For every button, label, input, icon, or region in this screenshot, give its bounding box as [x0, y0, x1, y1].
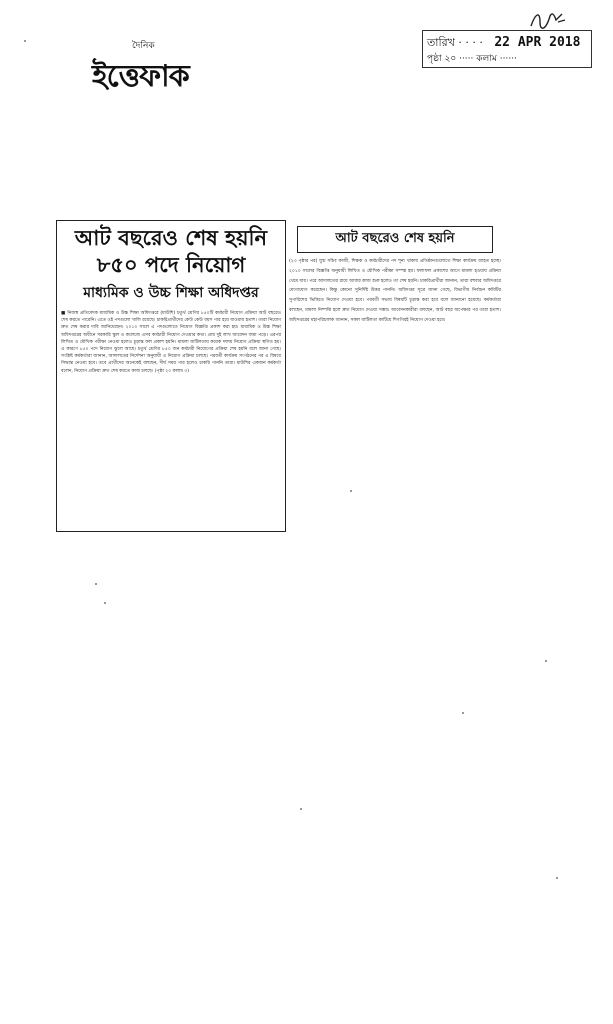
clipping-subhead: মাধ্যমিক ও উচ্চ শিক্ষা অধিদপ্তর — [83, 285, 259, 301]
headline-line-1: আট বছরেও শেষ হয়নি — [74, 226, 268, 250]
scan-speck — [556, 877, 558, 879]
scan-speck — [24, 40, 26, 42]
scan-speck — [462, 712, 464, 714]
stamp-date-label: তারিখ — [427, 36, 455, 49]
scan-speck — [300, 808, 302, 810]
clipping-headline — [57, 225, 285, 279]
archive-date-stamp: তারিখ · · · · 22 APR 2018 পৃষ্ঠা ২০ ····· কলাম ······ — [422, 30, 592, 68]
masthead-name: ইত্তেফাক — [92, 59, 189, 94]
masthead-label: দৈনিক — [132, 41, 155, 51]
continuation-body-text: (২৩ পৃষ্ঠার পর) যুগ্ম সচিব কাজী, শিক্ষক ও কর্মচারীদের পদ শূন্য থাকায় প্রতিষ্ঠানগুলোতে শিক্ষা কার্যক্রম ব্যাহত হচ্ছে। ২০১০ সালের বিজ্ঞপ্তি অনুযায়ী লিখিত ও মৌখিক পরীক্ষা সম্পন্ন হয়। ফলাফল প্রকাশের আগে মামলা হওয়ায় প্রক্রিয়া থেমে যায়। পরে আদালতের রায়ে আবার কাজ শুরু হলেও তা শেষ হয়নি। চাকরিপ্রার্থীরা জানান, তারা বহুবার অধিদপ্তরে যোগাযোগ করেছেন। কিন্তু কোনো সুনির্দিষ্ট উত্তর পাননি। অধিদপ্তর সূত্রে জানা গেছে, বিভাগীয় নির্বাচন কমিটির সুপারিশের ভিত্তিতে নিয়োগ দেওয়া হবে। পরবর্তী সভায় বিষয়টি চূড়ান্ত করা হবে বলে জানানো হয়েছে। কর্মকর্তারা বলছেন, মামলা নিষ্পত্তি হলে দ্রুত নিয়োগ দেওয়া সম্ভব। আবেদনকারীরা বলছেন, আট বছর অপেক্ষার পর তারা হতাশ। অধিদপ্তরের মহাপরিচালক জানান, সকল জটিলতা কাটিয়ে শিগগিরই নিয়োগ দেওয়া হবে। — [289, 259, 501, 323]
clipping-body-text: ■ নিজস্ব প্রতিবেদক মাধ্যমিক ও উচ্চ শিক্ষা অধিদপ্তরে (মাউশি) চতুর্থ শ্রেণির ৮৫০টি কর্মচারী নিয়োগ প্রক্রিয়া আট বছরেও শেষ করতে পারেনি। এতে ওই পদগুলো খালি রয়েছে। চাকরিপ্রার্থীদের কেউ কেউ বয়স পার হয়ে যাওয়ায় হতাশ। তারা নিয়োগ দ্রুত শেষ করার দাবি জানিয়েছেন। ২০১০ সালে এ পদগুলোতে নিয়োগ বিজ্ঞপ্তি প্রকাশ করা হয়। মাধ্যমিক ও উচ্চ শিক্ষা অধিদপ্তরের অধীনে সরকারি স্কুল ও কলেজে এসব কর্মচারী নিয়োগ দেওয়ার কথা। প্রায় দুই লাখ আবেদন জমা পড়ে। এরপর লিখিত ও মৌখিক পরীক্ষা নেওয়া হলেও চূড়ান্ত ফল প্রকাশ হয়নি। মামলা জটিলতায় কয়েক দফায় নিয়োগ প্রক্রিয়া স্থগিত হয়। এ কারণে ৮৫০ পদে নিয়োগ ঝুলে আছে। চতুর্থ শ্রেণির ৮৫০ জন কর্মচারী নিয়োগের প্রক্রিয়া শেষ হয়নি বলে জানা গেছে। সংশ্লিষ্ট কর্মকর্তারা জানান, আদালতের নির্দেশনা অনুযায়ী এ নিয়োগ প্রক্রিয়া চলছে। পরবর্তী কার্যক্রম সংগঠনের পর এ বিষয়ে সিদ্ধান্ত নেওয়া হবে। তবে প্রার্থীদের অনেকেই বলছেন, দীর্ঘ সময় পার হলেও চাকরি পাননি তারা। মাউশির একজন কর্মকর্তা বলেন, নিয়োগ প্রক্রিয়া দ্রুত শেষ করতে কাজ চলছে। (পৃষ্ঠা ২০ কলাম ৩) — [61, 311, 281, 374]
news-clipping-main — [56, 220, 286, 532]
stamp-column-label: কলাম — [476, 54, 497, 64]
signature-mark — [528, 8, 568, 32]
stamp-page-label: পৃষ্ঠা — [427, 54, 442, 64]
scan-speck — [350, 490, 352, 492]
scan-speck — [104, 602, 106, 604]
news-clipping-continuation — [285, 226, 503, 496]
scan-speck — [545, 660, 547, 662]
stamp-page-value: ২০ — [444, 54, 457, 64]
continuation-headline: আট বছরেও শেষ হয়নি — [297, 226, 493, 253]
scan-speck — [95, 583, 97, 585]
stamp-date-value: 22 APR 2018 — [494, 35, 581, 50]
newspaper-masthead — [92, 38, 232, 94]
headline-line-2: ৮৫০ পদে নিয়োগ — [96, 253, 246, 277]
